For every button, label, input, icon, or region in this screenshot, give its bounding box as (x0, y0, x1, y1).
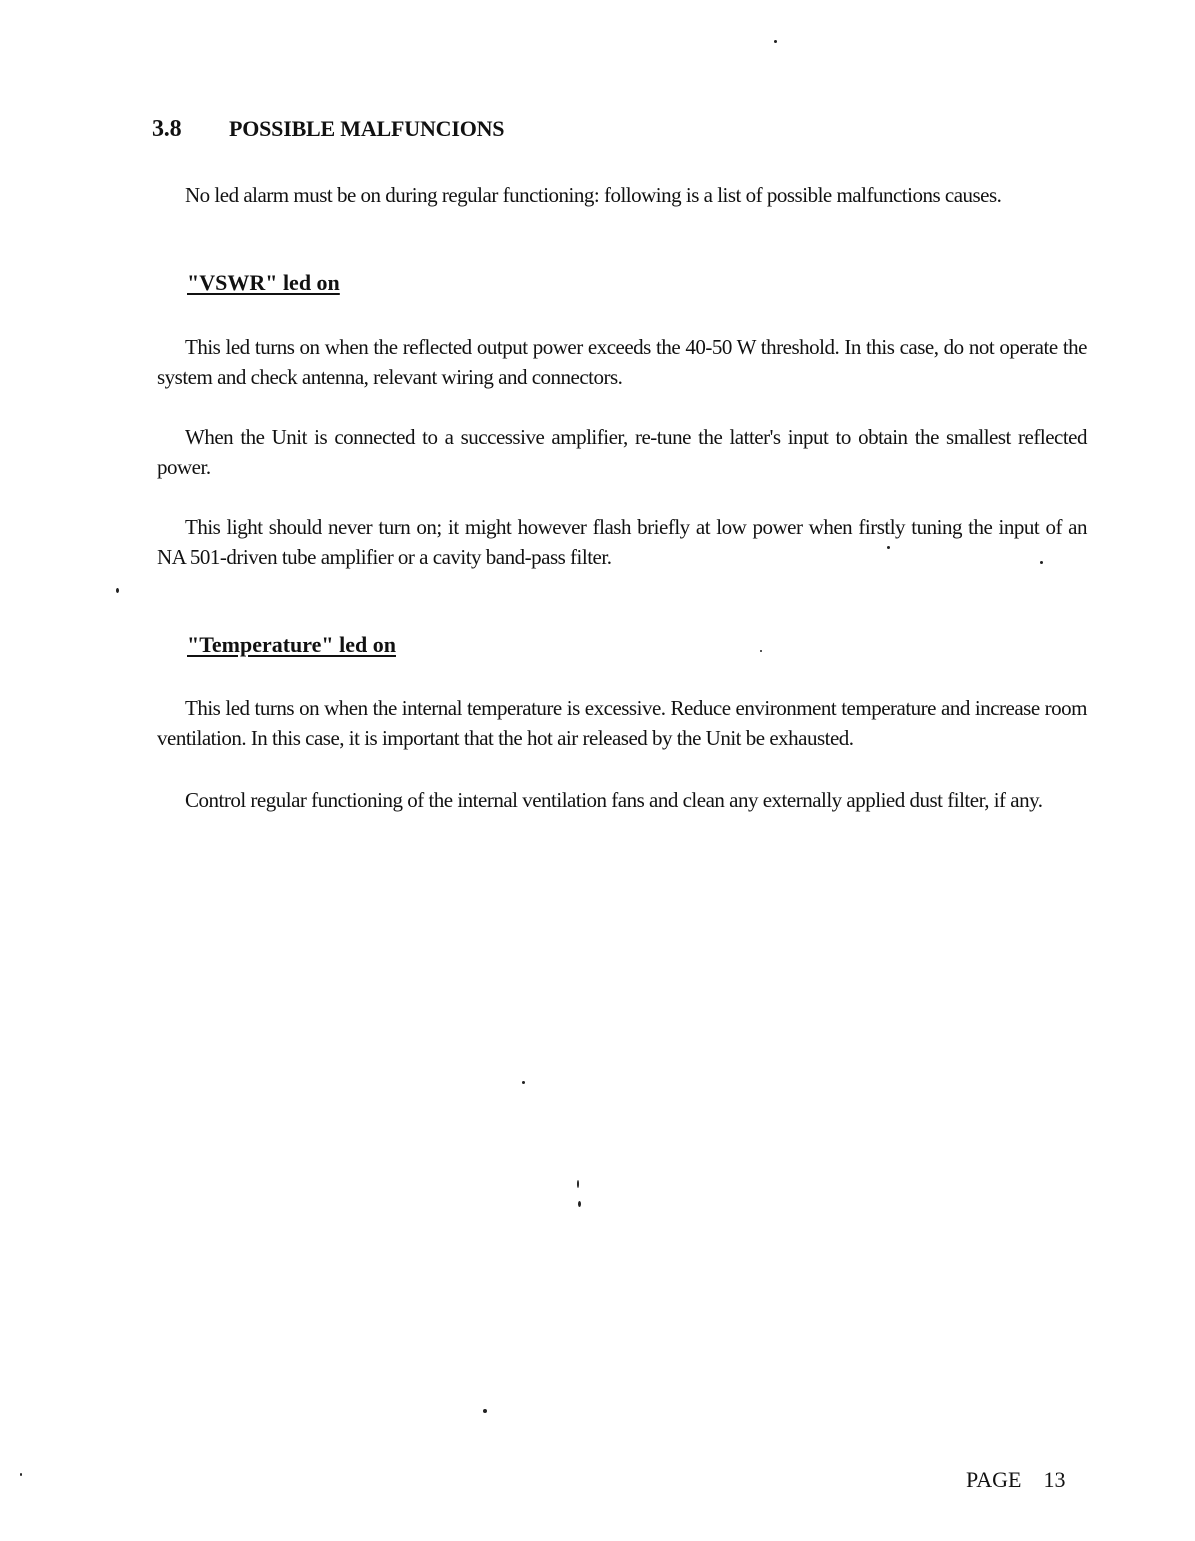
temperature-paragraph-2: Control regular functioning of the internal ventilation fans and clean any externally applied dust filter, if any. (185, 788, 1043, 812)
scan-speck (774, 40, 777, 43)
scan-speck (20, 1473, 22, 1476)
page-number: 13 (1043, 1467, 1066, 1492)
intro-paragraph: No led alarm must be on during regular functioning: following is a list of possible malfunctions causes. (185, 183, 1002, 207)
scan-speck (483, 1409, 487, 1413)
scan-speck (522, 1081, 525, 1084)
page-footer (966, 1467, 1065, 1493)
scan-speck (760, 650, 762, 652)
scan-speck (116, 588, 119, 593)
scan-speck (578, 1201, 581, 1207)
scan-speck (577, 1180, 579, 1188)
section-title: POSSIBLE MALFUNCIONS (229, 116, 505, 141)
scan-speck (887, 546, 890, 549)
page-label: PAGE (966, 1467, 1022, 1492)
vswr-paragraph-3: This light should never turn on; it might however flash briefly at low power when firstly tuning the input of an NA 501-driven tube amplifier or a cavity band-pass filter. (157, 515, 1087, 569)
vswr-paragraph-1: This led turns on when the reflected output power exceeds the 40-50 W threshold. In this case, do not operate the system and check antenna, relevant wiring and connectors. (157, 335, 1087, 389)
scan-speck (1040, 561, 1043, 564)
vswr-heading: "VSWR" led on (187, 270, 340, 295)
vswr-paragraph-2: When the Unit is connected to a successive amplifier, re-tune the latter's input to obtain the smallest reflected power. (157, 425, 1087, 479)
temperature-paragraph-1: This led turns on when the internal temperature is excessive. Reduce environment temperature and increase room ventilation. In this case, it is important that the hot air released by the Unit be exhausted. (157, 696, 1087, 750)
section-heading (152, 116, 504, 143)
temperature-heading: "Temperature" led on (187, 632, 396, 657)
section-number: 3.8 (152, 116, 182, 142)
